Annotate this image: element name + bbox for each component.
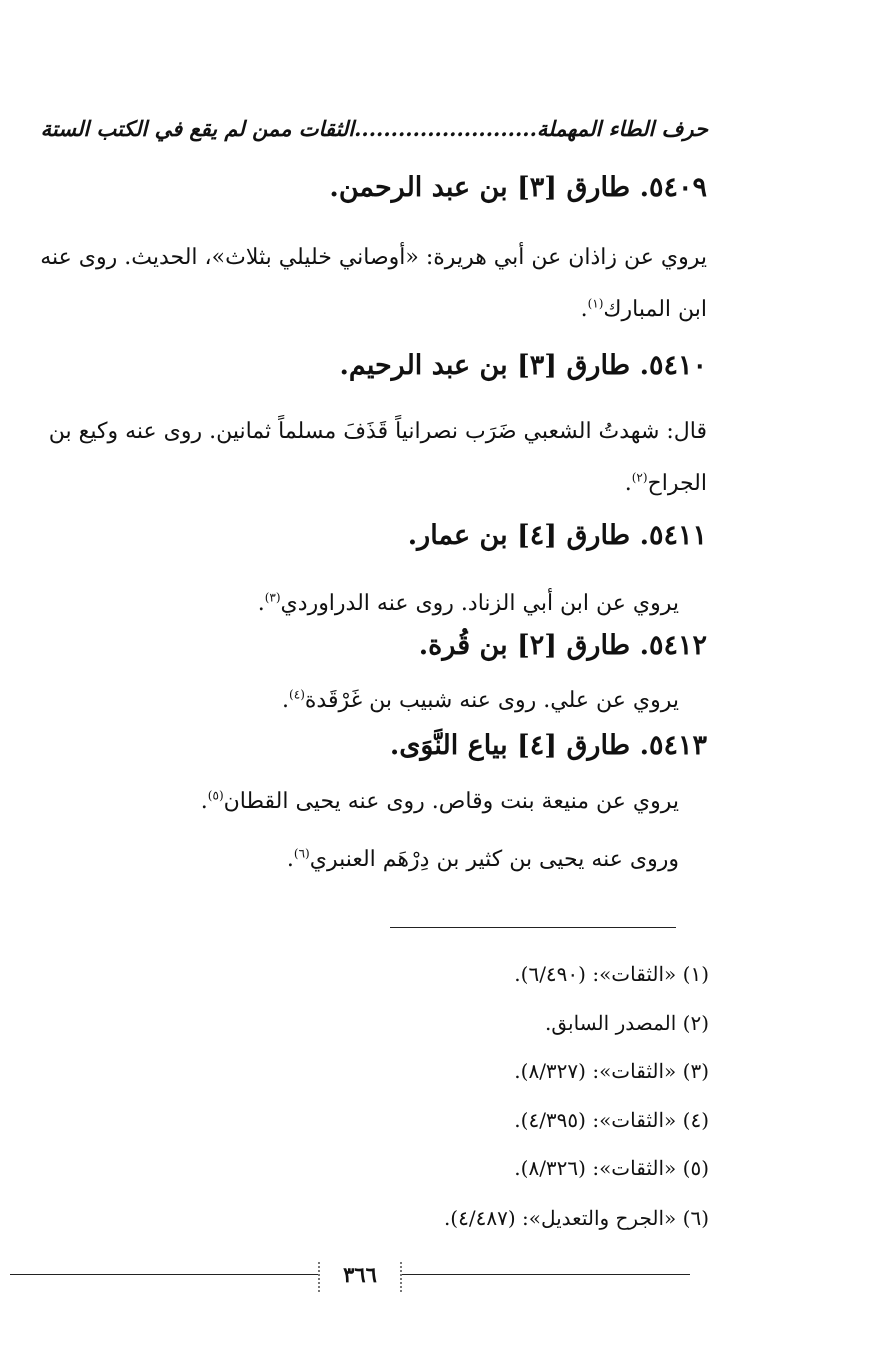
entry-body xyxy=(258,578,679,630)
footnote-marker: (٥) xyxy=(207,788,224,803)
entry-title: ٥٤٠٩. طارق [٣] بن عبد الرحمن. xyxy=(329,172,707,203)
footnote-marker: (٦) xyxy=(293,846,310,861)
entry-title: ٥٤١١. طارق [٤] بن عمار. xyxy=(407,520,707,551)
entry-end: . xyxy=(286,847,294,872)
footnote-separator xyxy=(390,927,676,928)
entry-title: ٥٤١٠. طارق [٣] بن عبد الرحيم. xyxy=(339,350,707,381)
footnote: (١) «الثقات»: (٦/٤٩٠). xyxy=(514,962,709,986)
entry-end: . xyxy=(624,471,632,496)
entry-text: وروى عنه يحيى بن كثير بن دِرْهَم العنبري xyxy=(309,847,679,872)
entry-end: . xyxy=(580,297,588,322)
footnote-marker: (٣) xyxy=(264,590,281,605)
footnote: (٦) «الجرح والتعديل»: (٤/٤٨٧). xyxy=(443,1206,709,1230)
entry-text: يروي عن علي. روى عنه شبيب بن غَرْقَدة xyxy=(304,688,679,713)
entry-end: . xyxy=(257,591,265,616)
footnote: (٣) «الثقات»: (٨/٣٢٧). xyxy=(514,1059,709,1083)
entry-body xyxy=(28,406,707,510)
entry-end: . xyxy=(200,789,208,814)
entry-text: يروي عن ابن أبي الزناد. روى عنه الدراوردي xyxy=(280,591,679,616)
footnote-marker: (٢) xyxy=(631,470,648,485)
footnote-marker: (٤) xyxy=(289,687,305,702)
running-head: حرف الطاء المهملة.........................الثقات ممن لم يقع في الكتب الستة xyxy=(40,116,708,141)
footnote: (٥) «الثقات»: (٨/٣٢٦). xyxy=(514,1156,709,1180)
entry-body xyxy=(28,232,707,336)
entry-body-continued xyxy=(287,834,679,886)
page-number: ٣٦٦ xyxy=(318,1262,402,1292)
entry-body xyxy=(201,776,679,828)
entry-end: . xyxy=(282,688,290,713)
bottom-rule-right xyxy=(398,1274,690,1275)
footnote: (٢) المصدر السابق. xyxy=(545,1011,709,1035)
entry-title: ٥٤١٢. طارق [٢] بن قُرة. xyxy=(418,630,707,661)
entry-body xyxy=(282,675,679,727)
footnote-marker: (١) xyxy=(587,296,604,311)
footnote: (٤) «الثقات»: (٤/٣٩٥). xyxy=(514,1108,709,1132)
entry-text: قال: شهدتُ الشعبي ضَرَب نصرانياً قَذَفَ مسلماً ثمانين. روى عنه وكيع بن الجراح xyxy=(48,419,707,496)
bottom-rule-left xyxy=(10,1274,318,1275)
entry-text: يروي عن منيعة بنت وقاص. روى عنه يحيى القطان xyxy=(223,789,679,814)
entry-text: يروي عن زاذان عن أبي هريرة: «أوصاني خليلي بثلاث»، الحديث. روى عنه ابن المبارك xyxy=(40,245,707,322)
entry-title: ٥٤١٣. طارق [٤] بياع النَّوَى. xyxy=(389,730,707,761)
